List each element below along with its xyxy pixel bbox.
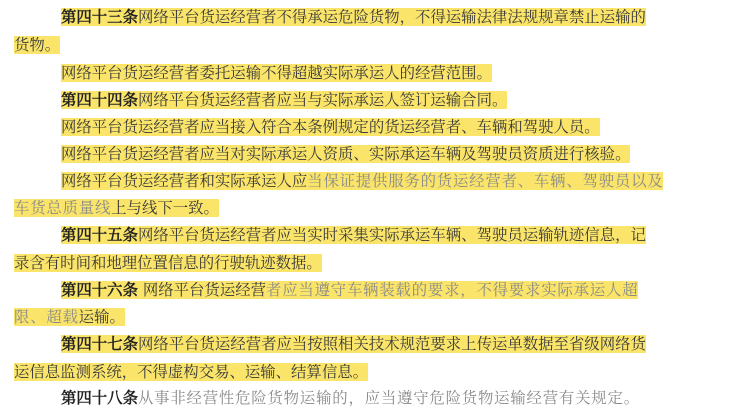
document-line [14, 197, 219, 219]
article-text: 从事非经营性危险货物运输的，应当遵守危险货物运输经营有关规定。 [137, 389, 640, 407]
article-text: 网络平台货运经营者应当实时采集实际承运车辆、驾驶员运输轨迹信息，记 [137, 226, 646, 244]
article-text: 网络平台货运经营者不得承运危险货物，不得运输法律法规规章禁止运输的 [137, 8, 646, 26]
article-number: 第四十六条 [61, 281, 138, 299]
article-text: 网络平台货运经营者应当与实际承运人签订运输合同。 [137, 91, 508, 109]
article-text: 当保证提供服务的货运经营者、车辆、驾驶员以及 [307, 172, 664, 190]
article-text: 网络平台货运经营者应当接入符合本条例规定的货运经营者、车辆和驾驶人员。 [61, 118, 600, 136]
article-number: 第四十三条 [61, 8, 138, 26]
article-text: 网络平台货运经营者委托运输不得超越实际承运人的经营范围。 [61, 64, 492, 82]
article-number: 第四十八条 [61, 389, 138, 407]
article-text: 网络平台货运经营者和实际承运人应 [61, 172, 308, 190]
article-number: 第四十七条 [61, 335, 138, 353]
article-text: 限、超载 [14, 308, 79, 326]
article-text: 者应当遵守车辆装载的要求，不得要求实际承运人超 [266, 281, 639, 299]
article-text: 上与线下一致。 [111, 199, 219, 217]
article-text: 网络平台货运经营者应当对实际承运人资质、实际承运车辆及驾驶员资质进行核验。 [61, 145, 631, 163]
article-text: 运信息监测系统，不得虚构交易、运输、结算信息。 [14, 363, 368, 381]
document-line [61, 143, 630, 165]
document-line [61, 387, 640, 409]
article-text: 网络平台货运经营 [137, 281, 266, 299]
document-line [14, 34, 60, 56]
document-line [61, 224, 646, 246]
article-number: 第四十五条 [61, 226, 138, 244]
document-line [61, 170, 663, 192]
document-line [61, 62, 492, 84]
document-line [14, 306, 125, 328]
document-line [61, 116, 600, 138]
article-text: 运输。 [78, 308, 125, 326]
document-line [61, 279, 638, 301]
article-text: 网络平台货运经营者应当按照相关技术规范要求上传运单数据至省级网络货 [137, 335, 646, 353]
document-line [61, 333, 646, 355]
article-text: 录含有时间和地理位置信息的行驶轨迹数据。 [14, 254, 322, 272]
article-text: 货物。 [14, 36, 61, 54]
article-text: 车货总质量线 [14, 199, 112, 217]
document-line [14, 361, 368, 383]
document-line [61, 89, 507, 111]
document-line [14, 252, 322, 274]
article-number: 第四十四条 [61, 91, 138, 109]
document-line [61, 6, 646, 28]
